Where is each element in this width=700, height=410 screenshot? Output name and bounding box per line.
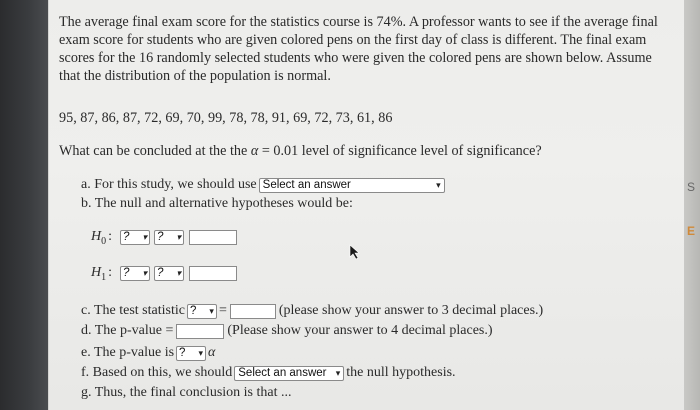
part-d-hint: (Please show your answer to 4 decimal places.) bbox=[227, 323, 493, 338]
h0-symbol: H bbox=[91, 229, 102, 244]
chevron-down-icon: ▾ bbox=[176, 267, 182, 278]
background-left-edge bbox=[0, 0, 48, 410]
p-value-comparison-select[interactable] bbox=[176, 346, 206, 361]
h0-parameter-select[interactable] bbox=[120, 230, 150, 245]
part-e bbox=[81, 344, 215, 362]
null-hypothesis-row: H 0 : ? ▾ ? ▾ bbox=[91, 229, 240, 245]
part-f-suffix: the null hypothesis. bbox=[346, 365, 456, 380]
question-panel bbox=[48, 0, 685, 410]
h1-operator-value: ? bbox=[157, 267, 164, 279]
part-c-label: c. The test statistic bbox=[81, 303, 185, 318]
part-d bbox=[81, 322, 493, 340]
h1-operator-select[interactable] bbox=[154, 266, 184, 281]
equals-sign: = bbox=[218, 303, 227, 318]
part-b-label: b. The null and alternative hypotheses would be: bbox=[81, 196, 353, 211]
alpha-symbol: α bbox=[250, 143, 259, 159]
p-value-comparison-value: ? bbox=[179, 347, 186, 359]
h1-parameter-value: ? bbox=[123, 267, 130, 279]
study-test-select[interactable] bbox=[259, 178, 445, 193]
h0-operator-select[interactable] bbox=[154, 230, 184, 245]
part-g-label: g. Thus, the final conclusion is that ... bbox=[81, 385, 292, 400]
background-right-edge bbox=[684, 0, 700, 410]
part-g bbox=[81, 384, 292, 402]
chevron-down-icon: ▾ bbox=[209, 306, 214, 316]
significance-question bbox=[59, 142, 675, 160]
hypothesis-decision-select[interactable] bbox=[234, 366, 344, 381]
test-statistic-type-select[interactable] bbox=[187, 304, 217, 319]
part-e-label: e. The p-value is bbox=[81, 345, 175, 360]
chevron-down-icon: ▾ bbox=[198, 348, 204, 358]
hypothesis-decision-value: Select an answer bbox=[238, 367, 327, 379]
h1-value-input[interactable] bbox=[189, 266, 237, 281]
h1-parameter-select[interactable] bbox=[120, 266, 150, 281]
edge-letter-s: S bbox=[687, 180, 696, 194]
problem-intro: The average final exam score for the statistics course is 74%. A professor wants to see if the average final exam score for students who are given colored pens on the first day of class is different. The final exam scores for the 16 randomly selected students who were given the colored pens are shown below. Assume that the distribution of the population is normal. bbox=[59, 14, 658, 84]
study-test-select-value: Select an answer bbox=[262, 179, 351, 191]
chevron-down-icon: ▾ bbox=[142, 267, 148, 278]
part-f-label: f. Based on this, we should bbox=[81, 365, 233, 380]
alpha-symbol: α bbox=[208, 345, 216, 360]
chevron-down-icon: ▾ bbox=[142, 231, 148, 242]
question-prefix: What can be concluded at the the bbox=[59, 143, 248, 159]
part-f bbox=[81, 364, 456, 382]
part-b bbox=[81, 195, 353, 213]
p-value-input[interactable] bbox=[176, 324, 224, 339]
part-d-label: d. The p-value = bbox=[81, 323, 174, 338]
question-alpha-text: = 0.01 level of significance level of significance? bbox=[258, 143, 542, 159]
h0-operator-value: ? bbox=[157, 231, 164, 243]
test-statistic-type-value: ? bbox=[189, 305, 197, 317]
part-a bbox=[81, 176, 447, 194]
h1-symbol: H bbox=[91, 265, 102, 280]
chevron-down-icon: ▾ bbox=[436, 180, 441, 190]
edge-letter-e: E bbox=[687, 224, 696, 238]
chevron-down-icon: ▾ bbox=[335, 368, 341, 378]
exam-scores-data: 95, 87, 86, 87, 72, 69, 70, 99, 78, 78, 91, 69, 72, 73, 61, 86 bbox=[59, 110, 393, 126]
h0-parameter-value: ? bbox=[123, 231, 130, 243]
h1-subscript: 1 bbox=[101, 271, 107, 283]
chevron-down-icon: ▾ bbox=[176, 231, 182, 242]
test-statistic-input[interactable] bbox=[230, 304, 276, 319]
h0-subscript: 0 bbox=[101, 235, 107, 247]
part-c bbox=[81, 302, 543, 320]
part-a-label: a. For this study, we should use bbox=[81, 177, 257, 192]
part-c-hint: (please show your answer to 3 decimal places.) bbox=[278, 303, 544, 318]
alternative-hypothesis-row: H 1 : ? ▾ ? ▾ bbox=[91, 265, 240, 281]
mouse-cursor-icon bbox=[349, 244, 361, 260]
h0-value-input[interactable] bbox=[189, 230, 237, 245]
